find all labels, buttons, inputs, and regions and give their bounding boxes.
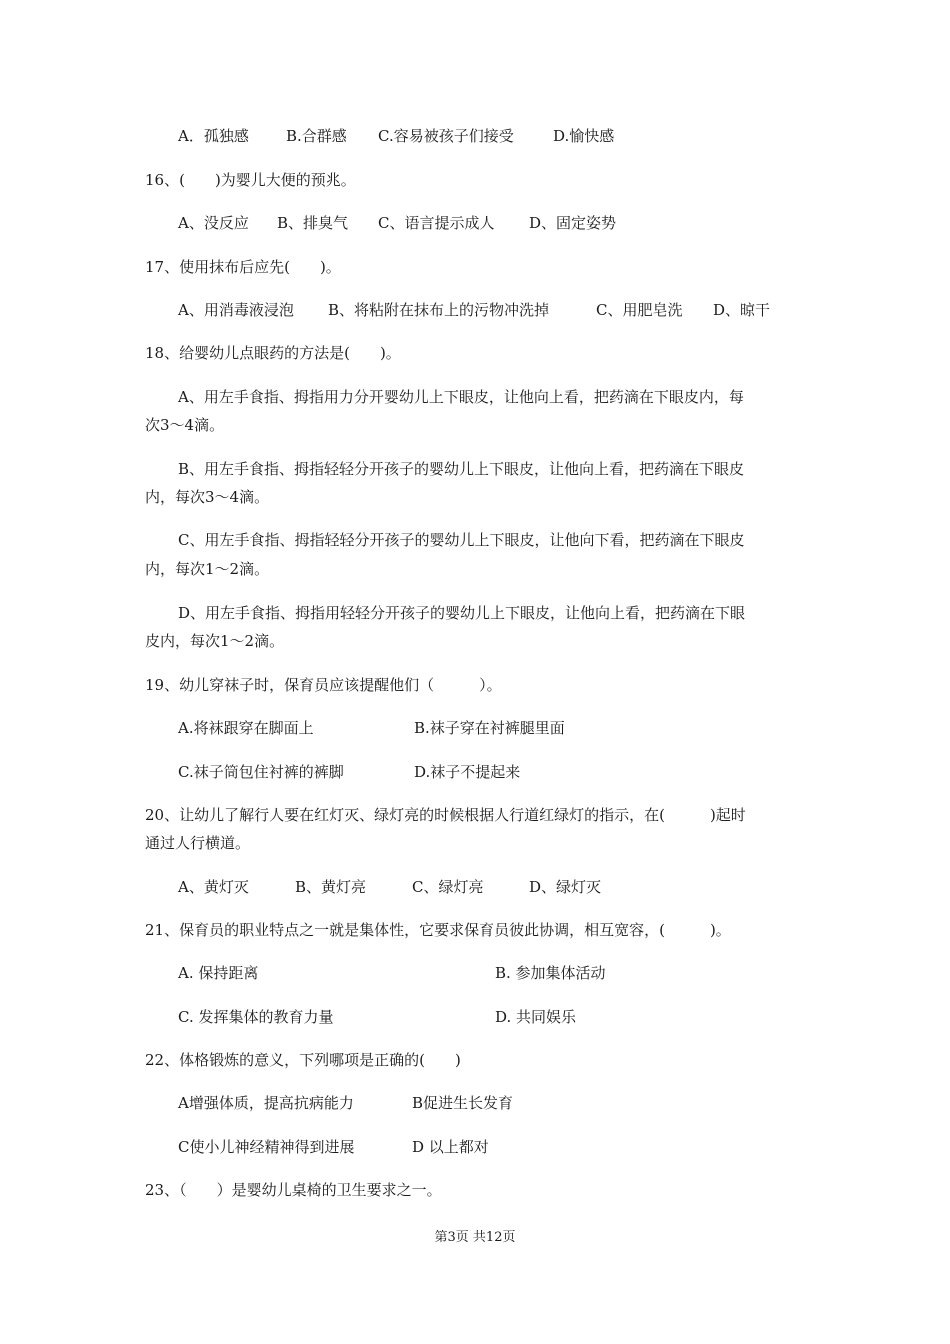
q18-question: 18、给婴幼儿点眼药的方法是( )。 <box>145 344 401 362</box>
q20-option-b: B、黄灯亮 <box>295 878 367 896</box>
q18-option-b-line2: 内，每次3～4滴。 <box>145 488 270 506</box>
q22-option-a: A增强体质，提高抗病能力 <box>178 1094 354 1112</box>
q20-option-d: D、绿灯灭 <box>529 878 602 896</box>
q18-option-d-line2: 皮内，每次1～2滴。 <box>145 632 285 650</box>
q17-option-b: B、将粘附在抹布上的污物冲洗掉 <box>328 301 550 319</box>
q15-option-b: B.合群感 <box>286 127 347 145</box>
q18-option-d-line1: D、用左手食指、拇指用轻轻分开孩子的婴幼儿上下眼皮，让他向上看，把药滴在下眼 <box>178 604 746 622</box>
q19-option-b: B.袜子穿在衬裤腿里面 <box>414 719 565 737</box>
q18-option-c-line2: 内，每次1～2滴。 <box>145 560 270 578</box>
q19-question: 19、幼儿穿袜子时，保育员应该提醒他们（ ）。 <box>145 676 502 694</box>
q16-option-a: A、没反应 <box>178 214 249 232</box>
q16-option-c: C、语言提示成人 <box>378 214 495 232</box>
q16-option-d: D、固定姿势 <box>529 214 617 232</box>
q17-question: 17、使用抹布后应先( )。 <box>145 258 341 276</box>
q20-option-a: A、黄灯灭 <box>178 878 249 896</box>
q16-question: 16、( )为婴儿大便的预兆。 <box>145 171 356 189</box>
page-number-footer: 第3页 共12页 <box>434 1230 516 1245</box>
q19-option-d: D.袜子不提起来 <box>414 763 521 781</box>
q22-question: 22、体格锻炼的意义，下列哪项是正确的( ) <box>145 1051 461 1069</box>
q19-option-c: C.袜子筒包住衬裤的裤脚 <box>178 763 344 781</box>
q21-option-d: D. 共同娱乐 <box>495 1008 577 1026</box>
q15-option-c: C.容易被孩子们接受 <box>378 127 514 145</box>
q20-question-line1: 20、让幼儿了解行人要在红灯灭、绿灯亮的时候根据人行道红绿灯的指示，在( )起时 <box>145 806 746 824</box>
q21-option-c: C. 发挥集体的教育力量 <box>178 1008 334 1026</box>
q18-option-b-line1: B、用左手食指、拇指轻轻分开孩子的婴幼儿上下眼皮，让他向上看，把药滴在下眼皮 <box>178 460 745 478</box>
q21-option-a: A. 保持距离 <box>178 964 259 982</box>
q17-option-d: D、晾干 <box>713 301 771 319</box>
q17-option-c: C、用肥皂洗 <box>596 301 683 319</box>
q20-question-line2: 通过人行横道。 <box>145 834 251 852</box>
q16-option-b: B、排臭气 <box>277 214 349 232</box>
q18-option-a-line1: A、用左手食指、拇指用力分开婴幼儿上下眼皮，让他向上看，把药滴在下眼皮内，每 <box>178 388 744 406</box>
q18-option-c-line1: C、用左手食指、拇指轻轻分开孩子的婴幼儿上下眼皮，让他向下看，把药滴在下眼皮 <box>178 531 745 549</box>
q22-option-d: D 以上都对 <box>412 1138 489 1156</box>
q23-question: 23、（ ）是婴幼儿桌椅的卫生要求之一。 <box>145 1181 442 1199</box>
q17-option-a: A、用消毒液浸泡 <box>178 301 294 319</box>
q18-option-a-line2: 次3～4滴。 <box>145 416 225 434</box>
q19-option-a: A.将袜跟穿在脚面上 <box>178 719 314 737</box>
q21-question: 21、保育员的职业特点之一就是集体性，它要求保育员彼此协调，相互宽容，( )。 <box>145 921 731 939</box>
q15-option-d: D.愉快感 <box>553 127 615 145</box>
q21-option-b: B. 参加集体活动 <box>495 964 606 982</box>
q20-option-c: C、绿灯亮 <box>412 878 484 896</box>
q22-option-b: B促进生长发育 <box>412 1094 514 1112</box>
q15-option-a: A．孤独感 <box>178 127 249 145</box>
q22-option-c: C使小儿神经精神得到进展 <box>178 1138 355 1156</box>
